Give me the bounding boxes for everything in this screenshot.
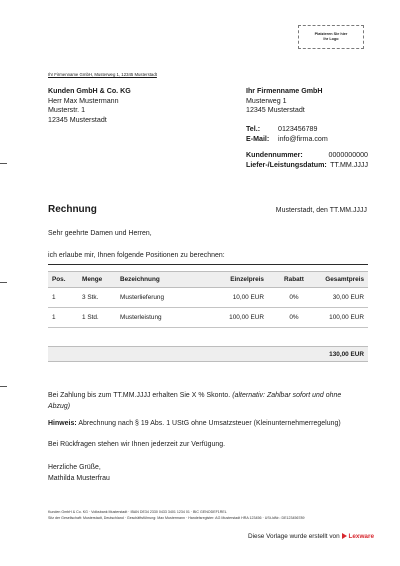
sender-street: Musterweg 1 (246, 96, 287, 105)
divider-top (48, 264, 368, 265)
col-description: Bezeichnung (116, 272, 202, 288)
payment-main: Bei Zahlung bis zum TT.MM.JJJJ erhalten Sie X % Skonto. (48, 392, 231, 399)
col-discount: Rabatt (268, 272, 320, 288)
cell-pos: 1 (48, 308, 78, 328)
hint (48, 420, 341, 427)
credit-text: Diese Vorlage wurde erstellt von (248, 533, 340, 540)
lexware-credit (248, 533, 374, 540)
col-pos: Pos. (48, 272, 78, 288)
total-row (48, 346, 368, 362)
table-row (48, 308, 368, 328)
customer-number-value: 0000000000 (328, 151, 368, 159)
cell-discount: 0% (268, 308, 320, 328)
lexware-arrow-icon (342, 533, 347, 539)
cell-quantity: 3 Stk. (78, 288, 116, 308)
salutation: Sehr geehrte Damen und Herren, (48, 230, 152, 237)
cell-unit-price: 100,00 EUR (202, 308, 268, 328)
closing-greeting: Herzliche Grüße, (48, 464, 101, 471)
signature-name: Mathilda Musterfrau (48, 474, 110, 482)
cell-pos: 1 (48, 288, 78, 308)
logo-placeholder-line1: Platzieren Sie hier (314, 31, 348, 36)
email-label: E-Mail: (246, 134, 270, 143)
invoice-meta (246, 151, 368, 170)
footer-line-2: Sitz der Gesellschaft: Musterstadt, Deutschland · Geschäftsführung: Max Mustermann · Handelsregister: AG Musterstadt HRA 123456 · USt-IdNr.: DE123456789 (48, 516, 305, 520)
questions-text: Bei Rückfragen stehen wir Ihnen jederzeit zur Verfügung. (48, 441, 226, 448)
payment-terms (48, 391, 341, 412)
cell-total-price: 30,00 EUR (320, 288, 368, 308)
hint-label: Hinweis: (48, 420, 77, 427)
payment-alternative: (alternativ: Zahlbar sofort und ohne (232, 392, 342, 399)
table-header-row (48, 272, 368, 288)
cell-description: Musterlieferung (116, 288, 202, 308)
lexware-brand-text: Lexware (348, 533, 375, 540)
document-title: Rechnung (48, 204, 97, 215)
sender-city: 12345 Musterstadt (246, 106, 305, 115)
closing (48, 463, 110, 484)
total-amount: 130,00 EUR (329, 350, 364, 358)
hint-text: Abrechnung nach § 19 Abs. 1 UStG ohne Umsatzsteuer (Kleinunternehmerregelung) (78, 420, 341, 427)
recipient-name: Herr Max Mustermann (48, 96, 119, 105)
recipient-city: 12345 Musterstadt (48, 116, 107, 125)
fold-mark-top (0, 163, 7, 164)
items-table (48, 271, 368, 328)
fold-mark-bottom (0, 386, 7, 387)
logo-placeholder-line2: Ihr Logo (323, 37, 339, 41)
tel-value: 0123456789 (278, 125, 318, 133)
table-row (48, 288, 368, 308)
intro-text: ich erlaube mir, Ihnen folgende Positionen zu berechnen: (48, 252, 225, 259)
logo-placeholder (298, 25, 364, 49)
recipient-address (48, 87, 131, 126)
lexware-logo (342, 533, 374, 540)
col-total-price: Gesamtpreis (320, 272, 368, 288)
delivery-date-label: Liefer-/Leistungsdatum: (246, 160, 327, 169)
cell-total-price: 100,00 EUR (320, 308, 368, 328)
place-date: Musterstadt, den TT.MM.JJJJ (275, 207, 367, 214)
sender-company: Ihr Firmenname GmbH (246, 87, 323, 95)
sender-return-line: Ihr Firmenname GmbH, Musterweg 1, 12345 Musterstadt (48, 72, 157, 77)
col-unit-price: Einzelpreis (202, 272, 268, 288)
recipient-street: Musterstr. 1 (48, 106, 86, 115)
tel-label: Tel.: (246, 125, 261, 133)
email-value: info@firma.com (278, 134, 328, 143)
customer-number-label: Kundennummer: (246, 151, 303, 159)
cell-quantity: 1 Std. (78, 308, 116, 328)
recipient-company: Kunden GmbH & Co. KG (48, 87, 131, 95)
cell-description: Musterleistung (116, 308, 202, 328)
sender-address (246, 87, 322, 116)
hole-mark (0, 282, 7, 283)
sender-contact (246, 125, 328, 144)
payment-alternative-cont: Abzug) (48, 402, 71, 410)
col-quantity: Menge (78, 272, 116, 288)
cell-discount: 0% (268, 288, 320, 308)
footer-line-1: Kunden GmbH & Co. KG · Volksbank Musterstadt · IBAN DE34 2330 0433 3401 1234 01 · BIC GENODEF1REL (48, 510, 227, 514)
delivery-date-value: TT.MM.JJJJ (330, 160, 368, 169)
cell-unit-price: 10,00 EUR (202, 288, 268, 308)
